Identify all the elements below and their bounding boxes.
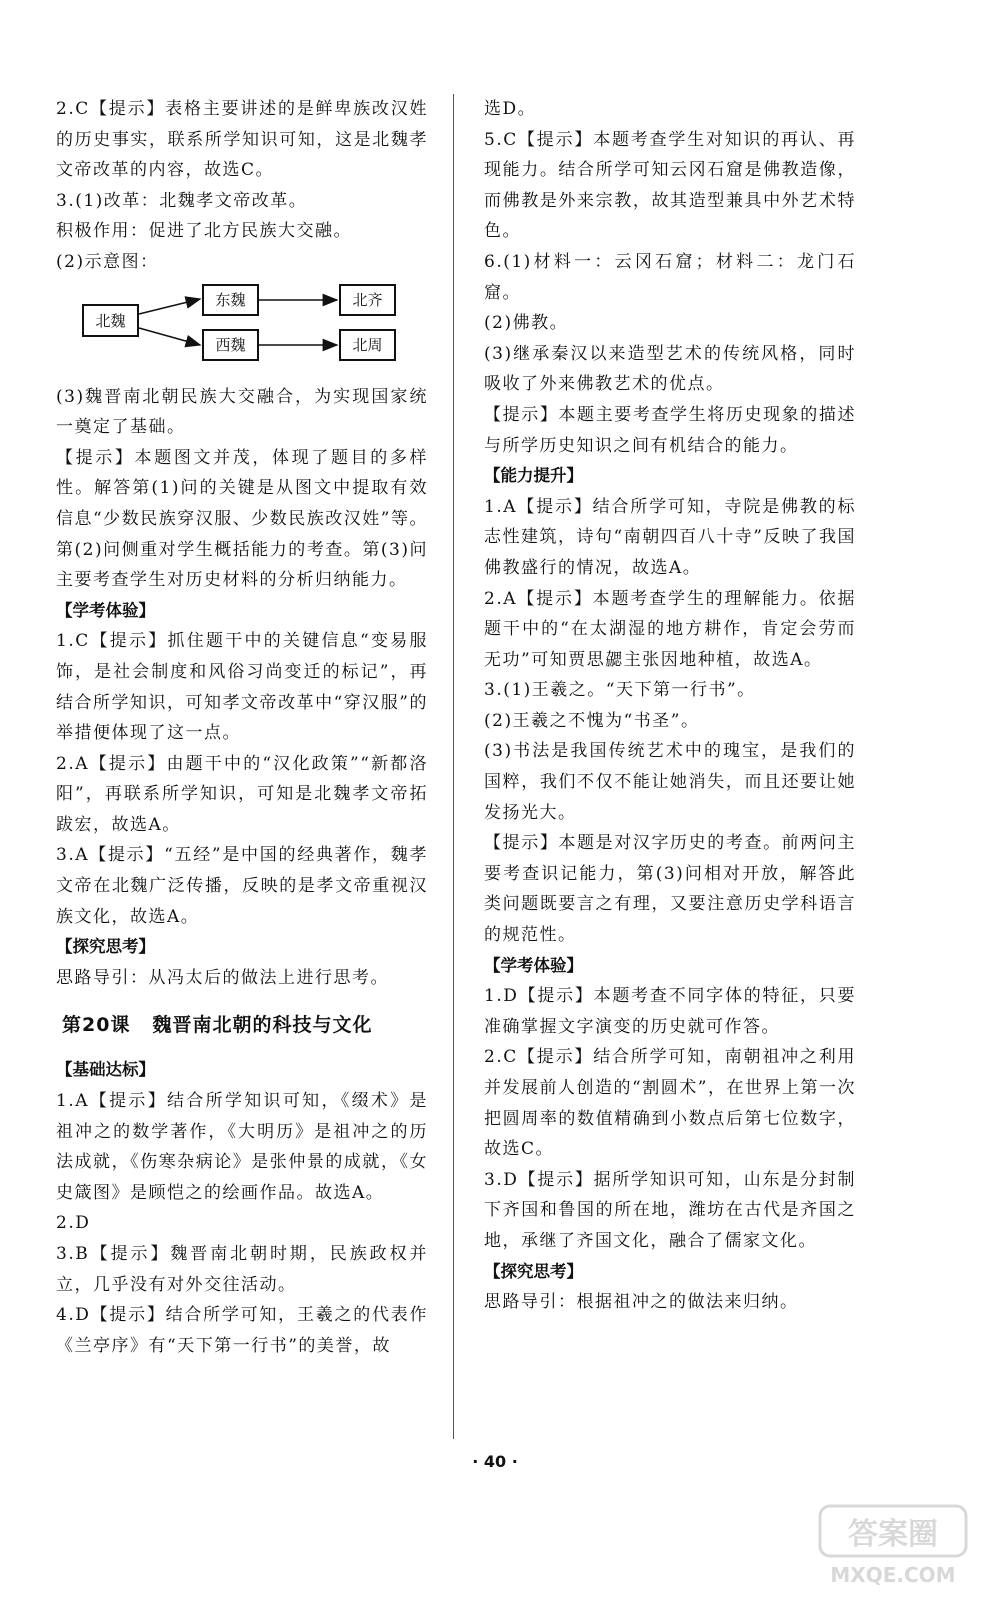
hint-paragraph: 【提示】本题图文并茂，体现了题目的多样性。解答第(1)问的关键是从图文中提取有效信息“少数民族穿汉服、少数民族改汉姓”等。第(2)问侧重对学生概括能力的考查。第(3)问主要考查学生对历史材料的分析归纳能力。 xyxy=(56,447,428,591)
node-eastern-wei: 东魏 xyxy=(202,284,259,316)
section-heading-nengli: 【能力提升】 xyxy=(484,466,583,486)
xuekao-answer-3: 3.A【提示】“五经”是中国的经典著作，魏孝文帝在北魏广泛传播，反映的是孝文帝重视汉族文化，故选A。 xyxy=(56,845,428,927)
section-heading-xuekao-2: 【学考体验】 xyxy=(484,955,583,975)
xuekao-answer-1: 1.C【提示】抓住题干中的关键信息“变易服饰，是社会制度和风俗习尚变迁的标记”，再结合所学知识，可知孝文帝改革中“穿汉服”的举措便体现了这一点。 xyxy=(56,631,428,744)
xuekao2-answer-2: 2.C【提示】结合所学可知，南朝祖冲之利用并发展前人创造的“割圆术”，在世界上第一次把圆周率的数值精确到小数点后第七位数字，故选C。 xyxy=(484,1047,856,1160)
jichu-answer-2: 2.D xyxy=(56,1213,91,1234)
answer-3-part3: (3)魏晋南北朝民族大交融合，为实现国家统一奠定了基础。 xyxy=(56,386,428,438)
answer-3-effect: 积极作用：促进了北方民族大交融。 xyxy=(56,221,352,242)
xuekao-answer-2: 2.A【提示】由题干中的“汉化政策”“新都洛阳”，再联系所学知识，可知是北魏孝文帝拓跋宏，故选A。 xyxy=(56,753,428,835)
node-northern-zhou: 北周 xyxy=(339,329,396,361)
jichu-answer-6-part3: (3)继承秦汉以来造型艺术的传统风格，同时吸收了外来佛教艺术的优点。 xyxy=(484,343,856,395)
section-heading-xuekao: 【学考体验】 xyxy=(56,600,155,620)
right-column xyxy=(484,94,856,1318)
lesson-title: 魏晋南北朝的科技与文化 xyxy=(152,1014,373,1037)
jichu-hint: 【提示】本题主要考查学生将历史现象的描述与所学历史知识之间有机结合的能力。 xyxy=(484,404,856,456)
xuekao2-answer-3: 3.D【提示】据所学知识可知，山东是分封制下齐国和鲁国的所在地，潍坊在古代是齐国之地，承继了齐国文化，融合了儒家文化。 xyxy=(484,1169,856,1251)
division-diagram xyxy=(56,284,428,376)
answer-3-diagram-label: (2)示意图： xyxy=(56,251,159,272)
jichu-answer-3: 3.B【提示】魏晋南北朝时期，民族政权并立，几乎没有对外交往活动。 xyxy=(56,1244,428,1295)
jichu-answer-4-cont: 选D。 xyxy=(484,99,537,119)
section-heading-tanjiu: 【探究思考】 xyxy=(56,937,155,957)
tanjiu-guide: 思路导引：从冯太后的做法上进行思考。 xyxy=(56,967,389,988)
jichu-answer-4: 4.D【提示】结合所学可知，王羲之的代表作《兰亭序》有“天下第一行书”的美誉，故 xyxy=(56,1305,428,1356)
arrow-to-east-wei xyxy=(139,299,200,314)
node-northern-qi: 北齐 xyxy=(339,284,396,316)
jichu-answer-5: 5.C【提示】本题考查学生对知识的再认、再现能力。结合所学可知云冈石窟是佛教造像，而佛教是外来宗教，故其造型兼具中外艺术特色。 xyxy=(484,129,856,242)
svg-text:MXQE.COM: MXQE.COM xyxy=(830,1563,956,1587)
node-western-wei: 西魏 xyxy=(202,329,259,361)
nengli-hint: 【提示】本题是对汉字历史的考查。前两问主要考查识记能力，第(3)问相对开放，解答此类问题既要言之有理，又要注意历史学科语言的规范性。 xyxy=(484,833,856,946)
lesson-heading xyxy=(62,1007,428,1043)
watermark-logo xyxy=(818,1500,968,1590)
answer-3-reform: 3.(1)改革：北魏孝文帝改革。 xyxy=(56,190,308,211)
svg-text:答案圈: 答案圈 xyxy=(848,1517,938,1552)
arrow-to-west-wei xyxy=(139,328,200,345)
answer-2c: 2.C【提示】表格主要讲述的是鲜卑族改汉姓的历史事实，联系所学知识可知，这是北魏孝文帝改革的内容，故选C。 xyxy=(56,99,428,181)
left-column xyxy=(56,94,428,1361)
node-northern-wei: 北魏 xyxy=(82,304,139,337)
nengli-answer-3-part2: (2)王羲之不愧为“书圣”。 xyxy=(484,710,700,731)
jichu-answer-6-part2: (2)佛教。 xyxy=(484,313,569,334)
nengli-answer-3-part1: 3.(1)王羲之。“天下第一行书”。 xyxy=(484,680,756,701)
nengli-answer-2: 2.A【提示】本题考查学生的理解能力。依据题干中的“在太湖湿的地方耕作，肯定会劳而无功”可知贾思勰主张因地种植，故选A。 xyxy=(484,588,856,670)
section-heading-jichu: 【基础达标】 xyxy=(56,1060,155,1080)
tanjiu2-guide: 思路导引：根据祖冲之的做法来归纳。 xyxy=(484,1292,799,1313)
jichu-answer-1: 1.A【提示】结合所学知识可知，《缀术》是祖冲之的数学著作，《大明历》是祖冲之的历法成就，《伤寒杂病论》是张仲景的成就，《女史箴图》是顾恺之的绘画作品。故选A。 xyxy=(56,1091,428,1203)
lesson-number: 第20课 xyxy=(62,1014,131,1037)
nengli-answer-3-part3: (3)书法是我国传统艺术中的瑰宝，是我们的国粹，我们不仅不能让她消失，而且还要让她发扬光大。 xyxy=(484,741,856,823)
xuekao2-answer-1: 1.D【提示】本题考查不同字体的特征，只要准确掌握文字演变的历史就可作答。 xyxy=(484,986,856,1037)
jichu-answer-6-part1: 6.(1)材料一：云冈石窟；材料二：龙门石窟。 xyxy=(484,251,856,303)
section-heading-tanjiu-2: 【探究思考】 xyxy=(484,1261,583,1281)
page-number: · 40 · xyxy=(472,1452,518,1471)
column-divider xyxy=(453,94,454,1439)
nengli-answer-1: 1.A【提示】结合所学可知，寺院是佛教的标志性建筑，诗句“南朝四百八十寺”反映了我国佛教盛行的情况，故选A。 xyxy=(484,496,856,578)
